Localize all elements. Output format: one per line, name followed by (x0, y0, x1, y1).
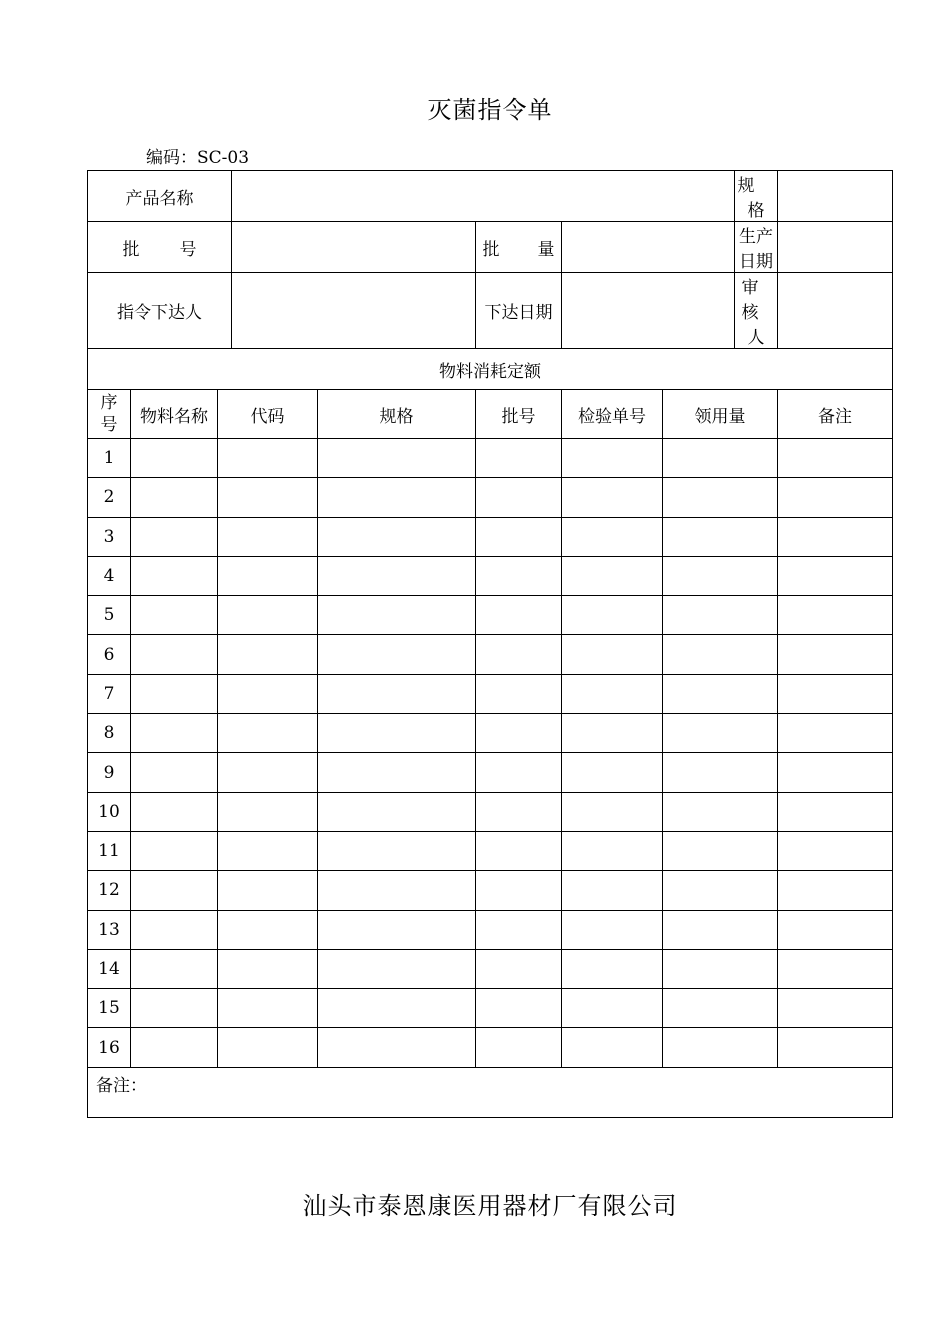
row-number: 6 (88, 635, 131, 674)
section-title: 物料消耗定额 (88, 349, 893, 390)
code-cell[interactable] (218, 674, 318, 713)
row-number: 7 (88, 674, 131, 713)
issue-date-field[interactable] (562, 273, 735, 349)
quantity-cell[interactable] (663, 556, 778, 595)
remark-cell[interactable] (778, 910, 893, 949)
remark-cell[interactable] (778, 439, 893, 478)
row-number: 11 (88, 831, 131, 870)
inspection-no-cell[interactable] (562, 674, 663, 713)
spec-cell[interactable] (318, 556, 476, 595)
issuer-field[interactable] (232, 273, 476, 349)
inspection-no-cell[interactable] (562, 831, 663, 870)
reviewer-label: 审核人 (735, 273, 778, 349)
batch-cell[interactable] (476, 753, 562, 792)
remark-cell[interactable] (778, 949, 893, 988)
code-cell[interactable] (218, 714, 318, 753)
table-row (88, 556, 893, 595)
batch-qty-field[interactable] (562, 222, 735, 273)
code-cell[interactable] (218, 478, 318, 517)
code-cell[interactable] (218, 753, 318, 792)
spec-cell[interactable] (318, 439, 476, 478)
reviewer-field[interactable] (778, 273, 893, 349)
batch-cell[interactable] (476, 674, 562, 713)
spec-cell[interactable] (318, 596, 476, 635)
code-cell[interactable] (218, 910, 318, 949)
table-row (88, 792, 893, 831)
spec-cell[interactable] (318, 517, 476, 556)
quantity-cell[interactable] (663, 949, 778, 988)
row-number: 4 (88, 556, 131, 595)
code-cell[interactable] (218, 596, 318, 635)
product-name-label: 产品名称 (88, 171, 232, 222)
remark-cell[interactable] (778, 871, 893, 910)
material-name-cell[interactable] (131, 556, 218, 595)
spec-cell[interactable] (318, 1028, 476, 1067)
row-number: 8 (88, 714, 131, 753)
inspection-no-cell[interactable] (562, 439, 663, 478)
quantity-cell[interactable] (663, 635, 778, 674)
remark-cell[interactable] (778, 1028, 893, 1067)
spec-cell[interactable] (318, 910, 476, 949)
quantity-cell[interactable] (663, 871, 778, 910)
code-cell[interactable] (218, 871, 318, 910)
col-header-batch: 批号 (476, 390, 562, 439)
spec-label: 规格 (735, 171, 778, 222)
batch-cell[interactable] (476, 831, 562, 870)
batch-cell[interactable] (476, 439, 562, 478)
issuer-label: 指令下达人 (88, 273, 232, 349)
table-row (88, 596, 893, 635)
product-name-field[interactable] (232, 171, 735, 222)
remark-area[interactable] (88, 1067, 893, 1117)
code-cell[interactable] (218, 439, 318, 478)
inspection-no-cell[interactable] (562, 556, 663, 595)
quantity-cell[interactable] (663, 714, 778, 753)
quantity-cell[interactable] (663, 792, 778, 831)
inspection-no-cell[interactable] (562, 871, 663, 910)
remark-cell[interactable] (778, 478, 893, 517)
spec-cell[interactable] (318, 871, 476, 910)
col-header-spec: 规格 (318, 390, 476, 439)
remark-cell[interactable] (778, 674, 893, 713)
inspection-no-cell[interactable] (562, 949, 663, 988)
material-name-cell[interactable] (131, 478, 218, 517)
spec-cell[interactable] (318, 989, 476, 1028)
table-row (88, 831, 893, 870)
material-name-cell[interactable] (131, 517, 218, 556)
spec-cell[interactable] (318, 478, 476, 517)
inspection-no-cell[interactable] (562, 753, 663, 792)
code-cell[interactable] (218, 949, 318, 988)
inspection-no-cell[interactable] (562, 517, 663, 556)
quantity-cell[interactable] (663, 478, 778, 517)
table-row (88, 439, 893, 478)
inspection-no-cell[interactable] (562, 910, 663, 949)
inspection-no-cell[interactable] (562, 714, 663, 753)
batch-cell[interactable] (476, 910, 562, 949)
batch-cell[interactable] (476, 949, 562, 988)
remark-cell[interactable] (778, 753, 893, 792)
code-cell[interactable] (218, 556, 318, 595)
material-name-cell[interactable] (131, 635, 218, 674)
col-header-inspection-no: 检验单号 (562, 390, 663, 439)
col-header-seq: 序 号 (88, 390, 131, 439)
remark-cell[interactable] (778, 989, 893, 1028)
row-number: 12 (88, 871, 131, 910)
spec-cell[interactable] (318, 753, 476, 792)
inspection-no-cell[interactable] (562, 989, 663, 1028)
row-number: 9 (88, 753, 131, 792)
material-name-cell[interactable] (131, 714, 218, 753)
spec-cell[interactable] (318, 635, 476, 674)
code-cell[interactable] (218, 517, 318, 556)
batch-no-field[interactable] (232, 222, 476, 273)
remark-label: 备注： (96, 1075, 147, 1096)
material-name-cell[interactable] (131, 439, 218, 478)
batch-cell[interactable] (476, 792, 562, 831)
code-cell[interactable] (218, 831, 318, 870)
batch-cell[interactable] (476, 871, 562, 910)
row-number: 15 (88, 989, 131, 1028)
inspection-no-cell[interactable] (562, 1028, 663, 1067)
quantity-cell[interactable] (663, 517, 778, 556)
remark-cell[interactable] (778, 831, 893, 870)
row-number: 3 (88, 517, 131, 556)
quantity-cell[interactable] (663, 989, 778, 1028)
row-number: 1 (88, 439, 131, 478)
code-cell[interactable] (218, 792, 318, 831)
quantity-cell[interactable] (663, 439, 778, 478)
spec-cell[interactable] (318, 674, 476, 713)
material-name-cell[interactable] (131, 674, 218, 713)
spec-field[interactable] (778, 171, 893, 222)
row-number: 10 (88, 792, 131, 831)
code-cell[interactable] (218, 1028, 318, 1067)
batch-cell[interactable] (476, 714, 562, 753)
issue-date-label: 下达日期 (476, 273, 562, 349)
material-name-cell[interactable] (131, 753, 218, 792)
material-name-cell[interactable] (131, 1028, 218, 1067)
inspection-no-cell[interactable] (562, 478, 663, 517)
document-title: 灭菌指令单 (427, 96, 553, 124)
batch-cell[interactable] (476, 1028, 562, 1067)
material-name-cell[interactable] (131, 792, 218, 831)
batch-cell[interactable] (476, 596, 562, 635)
table-row (88, 1028, 893, 1067)
inspection-no-cell[interactable] (562, 792, 663, 831)
table-row (88, 635, 893, 674)
company-name: 汕头市泰恩康医用器材厂有限公司 (302, 1192, 678, 1220)
spec-cell[interactable] (318, 714, 476, 753)
code-cell[interactable] (218, 635, 318, 674)
material-name-cell[interactable] (131, 871, 218, 910)
remark-cell[interactable] (778, 556, 893, 595)
col-header-remark: 备注 (778, 390, 893, 439)
quantity-cell[interactable] (663, 1028, 778, 1067)
table-row (88, 910, 893, 949)
col-header-material-name: 物料名称 (131, 390, 218, 439)
remark-cell[interactable] (778, 635, 893, 674)
row-number: 5 (88, 596, 131, 635)
spec-cell[interactable] (318, 949, 476, 988)
remark-cell[interactable] (778, 792, 893, 831)
inspection-no-cell[interactable] (562, 635, 663, 674)
quantity-cell[interactable] (663, 910, 778, 949)
material-name-cell[interactable] (131, 989, 218, 1028)
table-row (88, 949, 893, 988)
inspection-no-cell[interactable] (562, 596, 663, 635)
batch-cell[interactable] (476, 478, 562, 517)
quantity-cell[interactable] (663, 753, 778, 792)
table-row (88, 478, 893, 517)
table-row (88, 871, 893, 910)
production-date-field[interactable] (778, 222, 893, 273)
row-number: 14 (88, 949, 131, 988)
batch-cell[interactable] (476, 517, 562, 556)
batch-cell[interactable] (476, 556, 562, 595)
table-row (88, 714, 893, 753)
spec-cell[interactable] (318, 831, 476, 870)
quantity-cell[interactable] (663, 596, 778, 635)
table-row (88, 674, 893, 713)
material-name-cell[interactable] (131, 949, 218, 988)
remark-cell[interactable] (778, 517, 893, 556)
table-row (88, 753, 893, 792)
document-code: 编码：SC-03 (146, 148, 250, 168)
row-number: 2 (88, 478, 131, 517)
material-name-cell[interactable] (131, 831, 218, 870)
spec-cell[interactable] (318, 792, 476, 831)
table-row (88, 989, 893, 1028)
remark-cell[interactable] (778, 596, 893, 635)
row-number: 13 (88, 910, 131, 949)
quantity-cell[interactable] (663, 674, 778, 713)
code-cell[interactable] (218, 989, 318, 1028)
quantity-cell[interactable] (663, 831, 778, 870)
material-rows (88, 439, 893, 1068)
batch-no-label: 批 号 (88, 222, 232, 273)
batch-cell[interactable] (476, 989, 562, 1028)
batch-cell[interactable] (476, 635, 562, 674)
material-name-cell[interactable] (131, 910, 218, 949)
sterilization-order-table (87, 170, 893, 1118)
batch-qty-label: 批 量 (476, 222, 562, 273)
col-header-code: 代码 (218, 390, 318, 439)
col-header-quantity: 领用量 (663, 390, 778, 439)
remark-cell[interactable] (778, 714, 893, 753)
material-name-cell[interactable] (131, 596, 218, 635)
production-date-label: 生产日期 (735, 222, 778, 273)
table-row (88, 517, 893, 556)
row-number: 16 (88, 1028, 131, 1067)
